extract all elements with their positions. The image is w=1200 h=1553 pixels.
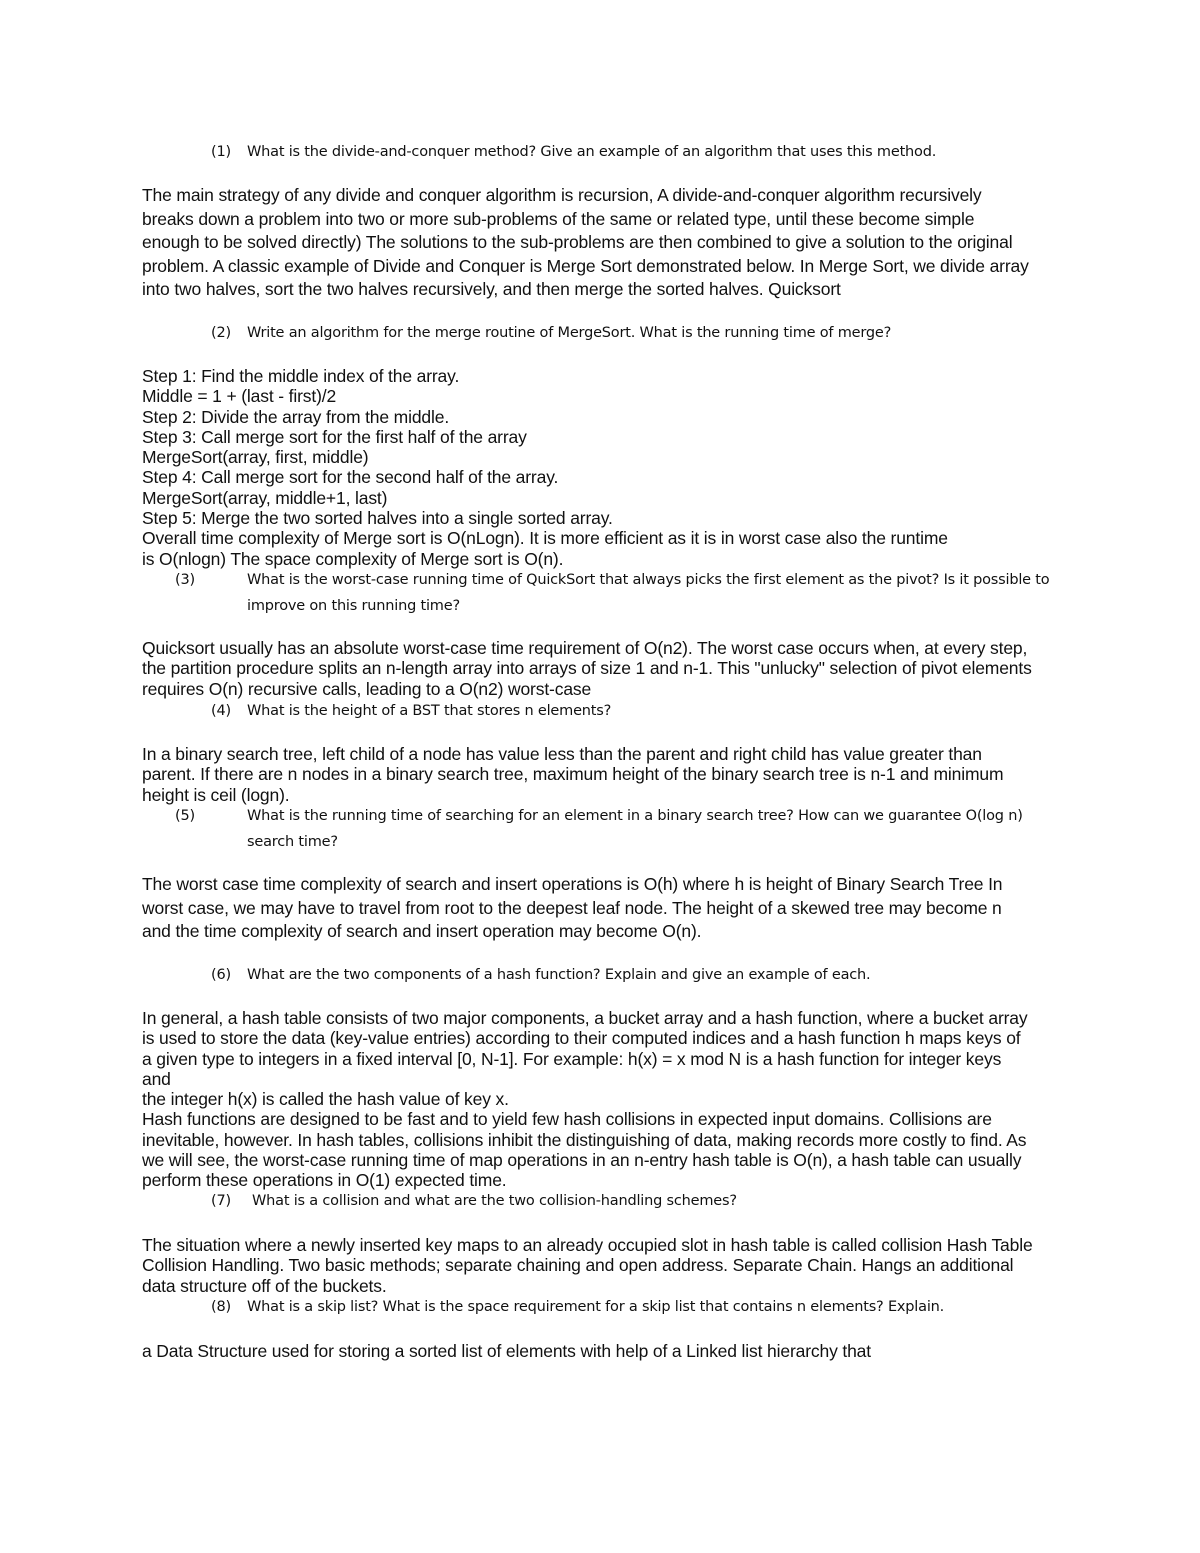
answer-5 (142, 873, 1070, 944)
answer-line: we will see, the worst-case running time of map operations in an n-entry hash table is O(n), a hash table can usually (142, 1150, 1022, 1171)
answer-line: Hash functions are designed to be fast and to yield few hash collisions in expected input domains. Collisions are (142, 1109, 992, 1130)
question-text: Write an algorithm for the merge routine of MergeSort. What is the running time of merge? (247, 325, 892, 341)
answer-line: requires O(n) recursive calls, leading to a O(n2) worst-case (142, 678, 592, 699)
answer-line: worst case, we may have to travel from root to the deepest leaf node. The height of a skewed tree may become n (142, 897, 1002, 918)
answer-3 (142, 638, 1070, 699)
answer-2 (142, 366, 1070, 569)
question-text: What is the worst-case running time of QuickSort that always picks the first element as the pivot? Is it possible to improve on this running time? (247, 572, 1050, 614)
answer-line: Overall time complexity of Merge sort is O(nLogn). It is more efficient as it is in worst case also the runtime (142, 528, 948, 549)
answer-line: In a binary search tree, left child of a node has value less than the parent and right child has value greater than (142, 744, 982, 764)
question-3 (175, 567, 1070, 619)
answer-line: breaks down a problem into two or more sub-problems of the same or related type, until these become simple (142, 208, 975, 229)
answer-line: into two halves, sort the two halves recursively, and then merge the sorted halves. Quicksort (142, 279, 841, 299)
question-4 (211, 698, 1070, 724)
question-number: (5) (175, 808, 195, 824)
question-2 (211, 320, 1070, 346)
answer-line: Quicksort usually has an absolute worst-case time requirement of O(n2). The worst case occurs when, at every step, (142, 638, 1028, 658)
answer-8 (142, 1341, 1070, 1361)
answer-line: enough to be solved directly) The solutions to the sub-problems are then combined to give a solution to the original (142, 232, 1013, 252)
answer-line: MergeSort(array, middle+1, last) (142, 487, 388, 508)
question-text: What is the divide-and-conquer method? Give an example of an algorithm that uses this method. (247, 144, 937, 160)
question-number: (3) (175, 572, 195, 588)
answer-line: perform these operations in O(1) expected time. (142, 1170, 507, 1191)
answer-1 (142, 184, 1070, 302)
question-number: (4) (211, 703, 231, 719)
question-number: (1) (211, 144, 231, 160)
question-6 (211, 962, 1070, 988)
answer-line: Collision Handling. Two basic methods; separate chaining and open address. Separate Chain. Hangs an additional (142, 1255, 1014, 1276)
answer-line: The situation where a newly inserted key maps to an already occupied slot in hash table is called collision Hash Table (142, 1235, 1033, 1255)
question-number: (7) (211, 1193, 231, 1209)
answer-line: Step 3: Call merge sort for the first half of the array (142, 426, 527, 447)
question-text: What is a collision and what are the two collision-handling schemes? (252, 1193, 737, 1209)
answer-line: The main strategy of any divide and conquer algorithm is recursion, A divide-and-conquer algorithm recursively (142, 185, 982, 205)
answer-line: a Data Structure used for storing a sorted list of elements with help of a Linked list hierarchy that (142, 1341, 871, 1361)
answer-line: is O(nlogn) The space complexity of Merge sort is O(n). (142, 548, 564, 569)
question-number: (6) (211, 967, 231, 983)
answer-line: the partition procedure splits an n-length array into arrays of size 1 and n-1. This "unlucky" selection of pivot elements (142, 658, 1032, 679)
answer-line: Step 4: Call merge sort for the second half of the array. (142, 467, 559, 488)
question-5 (175, 803, 1070, 855)
question-text: What are the two components of a hash function? Explain and give an example of each. (247, 967, 871, 983)
answer-line: MergeSort(array, first, middle) (142, 447, 369, 468)
question-8 (211, 1294, 1070, 1320)
question-text: What is the height of a BST that stores n elements? (247, 703, 612, 719)
question-text: What is the running time of searching for an element in a binary search tree? How can we guarantee O(log n) search time? (247, 808, 1023, 850)
answer-line: and (142, 1068, 171, 1089)
answer-line: a given type to integers in a fixed interval [0, N-1]. For example: h(x) = x mod N is a hash function for integer keys (142, 1048, 1002, 1069)
answer-line: is used to store the data (key-value entries) according to their computed indices and a hash function h maps keys of (142, 1028, 1021, 1049)
answer-line: Step 5: Merge the two sorted halves into a single sorted array. (142, 508, 613, 529)
answer-line: height is ceil (logn). (142, 784, 290, 805)
answer-6 (142, 1008, 1070, 1191)
answer-line: problem. A classic example of Divide and Conquer is Merge Sort demonstrated below. In Merge Sort, we divide array (142, 255, 1029, 276)
answer-line: the integer h(x) is called the hash value of key x. (142, 1089, 509, 1110)
answer-line: In general, a hash table consists of two major components, a bucket array and a hash function, where a bucket array (142, 1008, 1028, 1028)
answer-line: data structure off of the buckets. (142, 1275, 387, 1296)
question-number: (2) (211, 325, 231, 341)
answer-line: inevitable, however. In hash tables, collisions inhibit the distinguishing of data, making records more costly to find. As (142, 1129, 1027, 1150)
answer-line: and the time complexity of search and insert operation may become O(n). (142, 921, 702, 941)
question-1 (211, 139, 1070, 165)
answer-line: Step 2: Divide the array from the middle. (142, 406, 450, 427)
question-text: What is a skip list? What is the space requirement for a skip list that contains n elements? Explain. (247, 1299, 945, 1315)
question-number: (8) (211, 1299, 231, 1315)
answer-line: The worst case time complexity of search and insert operations is O(h) where h is height of Binary Search Tree In (142, 874, 1003, 894)
answer-line: Middle = 1 + (last - first)/2 (142, 386, 337, 407)
answer-line: Step 1: Find the middle index of the array. (142, 366, 460, 386)
answer-7 (142, 1235, 1070, 1296)
answer-4 (142, 744, 1070, 805)
answer-line: parent. If there are n nodes in a binary search tree, maximum height of the binary search tree is n-1 and minimum (142, 764, 1004, 785)
question-7 (211, 1188, 1070, 1214)
